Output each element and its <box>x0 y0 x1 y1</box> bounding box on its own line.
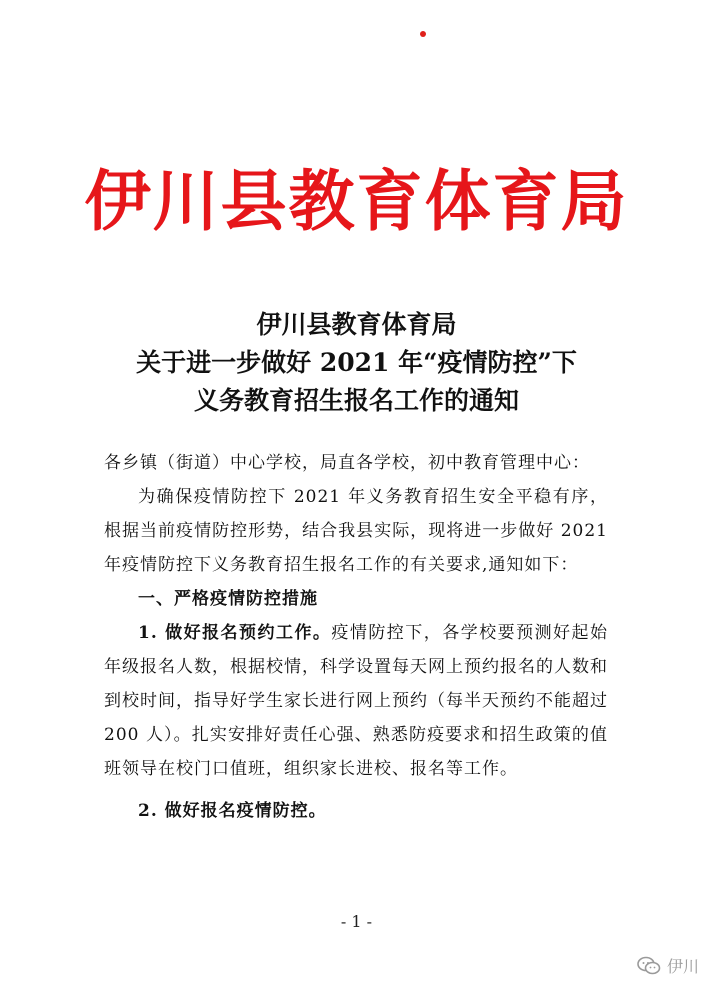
addressee-line: 各乡镇（街道）中心学校，局直各学校，初中教育管理中心： <box>104 453 590 473</box>
item-1-text: 疫情防控下，各学校要预测好起始年级报名人数，根据校情，科学设置每天网上预约报名的人数和到校时间，指导好学生家长进行网上预约（每半天预约不能超过 200 人）。扎实安排好责任心强、熟悉防疫要求和招生政策的值班领导在校门口值班，组织家长进校、报名等工作。 <box>104 623 608 779</box>
item-1-paragraph <box>104 616 608 786</box>
document-body <box>104 446 608 828</box>
wechat-icon <box>637 956 661 976</box>
notice-title-line-3: 义务教育招生报名工作的通知 <box>193 386 519 415</box>
page-number: - 1 - <box>340 912 373 931</box>
section-heading-1: 一、严格疫情防控措施 <box>138 589 318 609</box>
notice-title <box>0 306 713 420</box>
red-dot-mark <box>420 31 426 37</box>
item-2-title: 2. 做好报名疫情防控。 <box>138 801 327 821</box>
item-1-title: 1. 做好报名预约工作。 <box>138 623 332 643</box>
source-watermark <box>637 954 699 977</box>
watermark-text: 伊川 <box>666 957 699 976</box>
notice-title-line-1: 伊川县教育体育局 <box>256 310 457 339</box>
notice-title-line-2: 关于进一步做好 2021 年“疫情防控”下 <box>136 348 577 377</box>
intro-paragraph: 为确保疫情防控下 2021 年义务教育招生安全平稳有序，根据当前疫情防控形势，结合我县实际，现将进一步做好 2021 年疫情防控下义务教育招生报名工作的有关要求,通知如下： <box>104 487 608 575</box>
issuing-authority-header: 伊川县教育体育局 <box>84 163 629 240</box>
